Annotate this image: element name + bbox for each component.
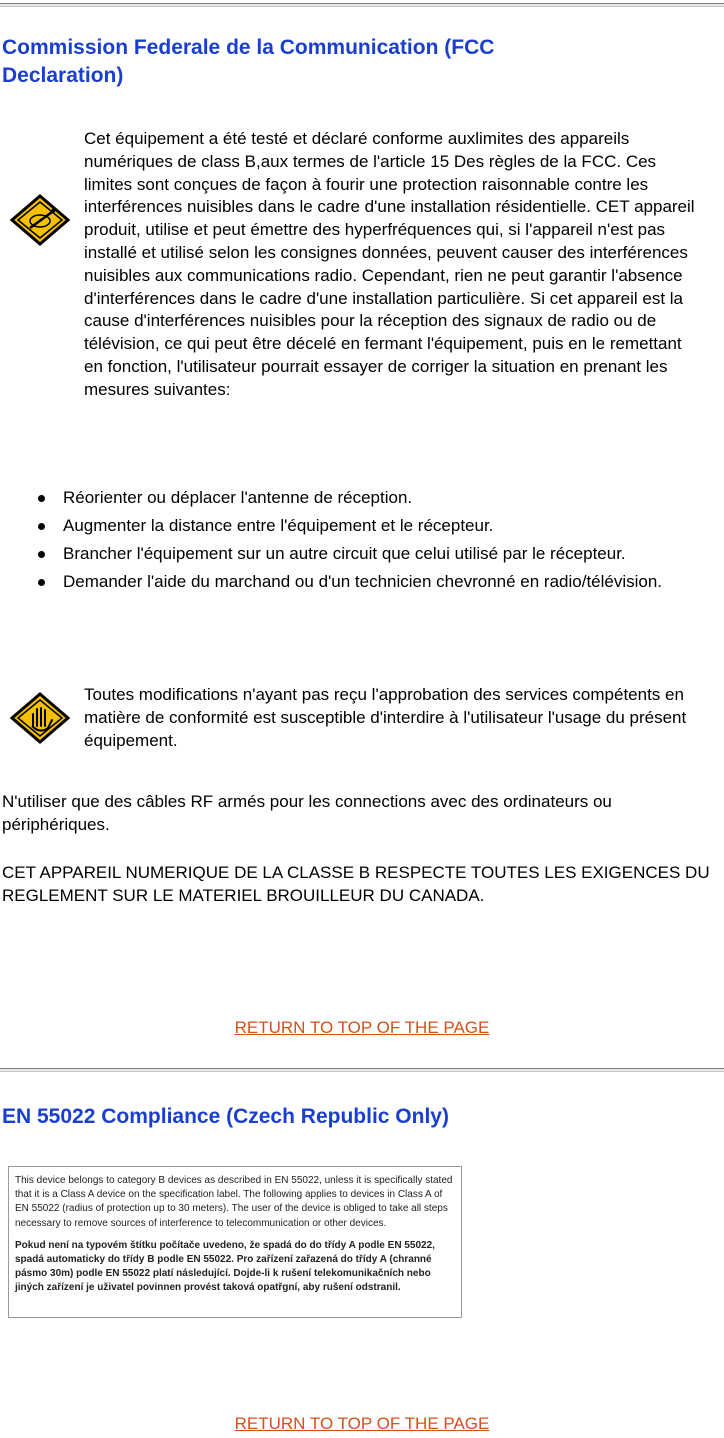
bullet-icon: [38, 551, 45, 558]
bullet-icon: [38, 523, 45, 530]
fcc-canada-text: CET APPAREIL NUMERIQUE DE LA CLASSE B RESPECTE TOUTES LES EXIGENCES DU REGLEMENT SUR LE MATERIEL BROUILLEUR DU CANADA.: [2, 863, 710, 905]
section-rule: [0, 1068, 724, 1072]
en55022-czech-text: Pokud není na typovém štítku počítače uvedeno, že spadá do do třídy A podle EN 55022, spadá automaticky do třídy B podle EN 55022. Pro zařízení zařazená do třídy A (chranné pásmo 30m) podle EN 55022 platí následující. Dojde-li k rušení telekomunikačních nebo jiných zařízení je uživatel povinnen provést taková opatřgní, aby rušení odstranil.: [15, 1239, 435, 1294]
return-to-top-link[interactable]: RETURN TO TOP OF THE PAGE: [234, 1414, 490, 1433]
fcc-heading: Commission Federale de la Communication (FCC Declaration): [2, 36, 495, 87]
return-to-top-link[interactable]: RETURN TO TOP OF THE PAGE: [234, 1018, 490, 1037]
fcc-measures-list: [0, 486, 724, 598]
en55022-notice-image: [8, 1166, 462, 1318]
note-pencil-icon: [8, 192, 72, 253]
stop-hand-icon: [8, 690, 72, 751]
en55022-heading: EN 55022 Compliance (Czech Republic Only): [2, 1105, 449, 1128]
fcc-warning-text: Toutes modifications n'ayant pas reçu l'approbation des services compétents en matière de conformité est susceptible d'interdire à l'utilisateur l'usage du présent équipement.: [84, 685, 687, 750]
list-item: Augmenter la distance entre l'équipement et le récepteur.: [0, 514, 724, 537]
bullet-icon: [38, 495, 45, 502]
en55022-english-text: This device belongs to category B devices as described in EN 55022, unless it is specifically stated that it is a Class A device on the specification label. The following applies to devices in Class A of EN 55022 (radius of protection up to 30 meters). The user of the device is obliged to take all steps necessary to remove sources of interference to telecommunication or other devices.: [15, 1175, 453, 1229]
list-item: Brancher l'équipement sur un autre circuit que celui utilisé par le récepteur.: [0, 542, 663, 565]
list-item: Réorienter ou déplacer l'antenne de réception.: [0, 486, 724, 509]
top-rule: [0, 3, 724, 7]
list-item: Demander l'aide du marchand ou d'un technicien chevronné en radio/télévision.: [0, 570, 663, 593]
fcc-intro-text: Cet équipement a été testé et déclaré conforme auxlimites des appareils numériques de class B,aux termes de l'article 15 Des règles de la FCC. Ces limites sont conçues de façon à fourir une protection raisonnable contre les interférences nuisibles dans le cadre d'une installation résidentielle. CET appareil produit, utilise et peut émettre des hyperfréquences qui, si l'appareil n'est pas installé et utilisé selon les consignes données, peuvent causer des interférences nuisibles aux communications radio. Cependant, rien ne peut garantir l'absence d'interférences dans le cadre d'une installation particulière. Si cet appareil est la cause d'interférences nuisibles pour la réception des signaux de radio ou de télévision, ce qui peut être décelé en fermant l'équipement, puis en le remettant en fonction, l'utilisateur pourrait essayer de corriger la situation en prenant les mesures suivantes:: [84, 129, 695, 399]
bullet-icon: [38, 579, 45, 586]
fcc-cables-text: N'utiliser que des câbles RF armés pour les connections avec des ordinateurs ou périphériques.: [2, 792, 612, 834]
